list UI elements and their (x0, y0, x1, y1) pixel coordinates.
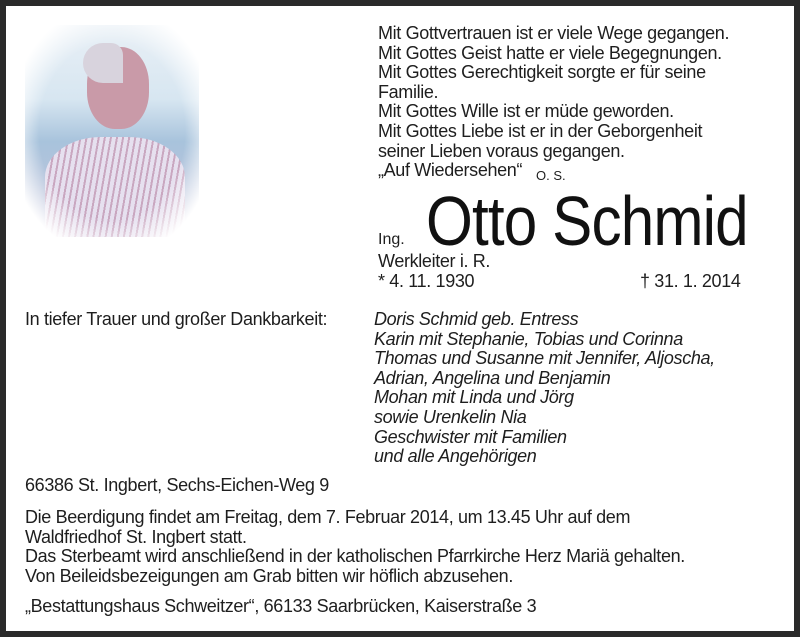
poem-line: seiner Lieben voraus gegangen. (378, 140, 625, 161)
poem-line: Mit Gottes Geist hatte er viele Begegnungen. (378, 42, 722, 63)
funeral-line: Das Sterbeamt wird anschließend in der katholischen Pfarrkirche Herz Mariä gehalten. (25, 546, 685, 567)
funeral-line: Die Beerdigung findet am Freitag, dem 7. Februar 2014, um 13.45 Uhr auf dem (25, 507, 631, 527)
mourner: Mohan mit Linda und Jörg (374, 387, 574, 408)
mourner: sowie Urenkelin Nia (374, 406, 527, 427)
mourners-list (374, 310, 715, 467)
mourner: Doris Schmid geb. Entress (374, 309, 579, 329)
address: 66386 St. Ingbert, Sechs-Eichen-Weg 9 (25, 475, 329, 495)
poem-line: Mit Gottes Liebe ist er in der Geborgenheit (378, 120, 703, 141)
funeral-line: Von Beileidsbezeigungen am Grab bitten wir höflich abzusehen. (25, 565, 513, 586)
title-prefix: Ing. (378, 231, 405, 248)
mourner: Thomas und Susanne mit Jennifer, Aljoscha, (374, 348, 715, 369)
birth-date: * 4. 11. 1930 (378, 271, 475, 291)
funeral-details (25, 508, 685, 586)
deceased-name: Otto Schmid (426, 182, 748, 260)
poem-line: Mit Gottvertrauen ist er viele Wege gegangen. (378, 23, 730, 43)
poem-line: Mit Gottes Gerechtigkeit sorgte er für seine (378, 62, 706, 83)
death-date: † 31. 1. 2014 (640, 271, 741, 291)
mourner: Karin mit Stephanie, Tobias und Corinna (374, 328, 683, 349)
mourner: Adrian, Angelina und Benjamin (374, 367, 611, 388)
mourner: und alle Angehörigen (374, 446, 537, 467)
funeral-line: Waldfriedhof St. Ingbert statt. (25, 526, 247, 547)
poem-author: O. S. (536, 168, 566, 183)
mourning-label: In tiefer Trauer und großer Dankbarkeit: (25, 309, 328, 329)
poem (378, 24, 729, 181)
mourner: Geschwister mit Familien (374, 426, 567, 447)
portrait-photo (25, 25, 199, 237)
poem-line: Mit Gottes Wille ist er müde geworden. (378, 101, 674, 122)
occupation: Werkleiter i. R. (378, 251, 491, 271)
obituary-notice (6, 6, 794, 631)
funeral-home: „Bestattungshaus Schweitzer“, 66133 Saarbrücken, Kaiserstraße 3 (25, 596, 537, 616)
poem-line: Familie. (378, 81, 439, 102)
poem-line: „Auf Wiedersehen“ (378, 160, 523, 181)
